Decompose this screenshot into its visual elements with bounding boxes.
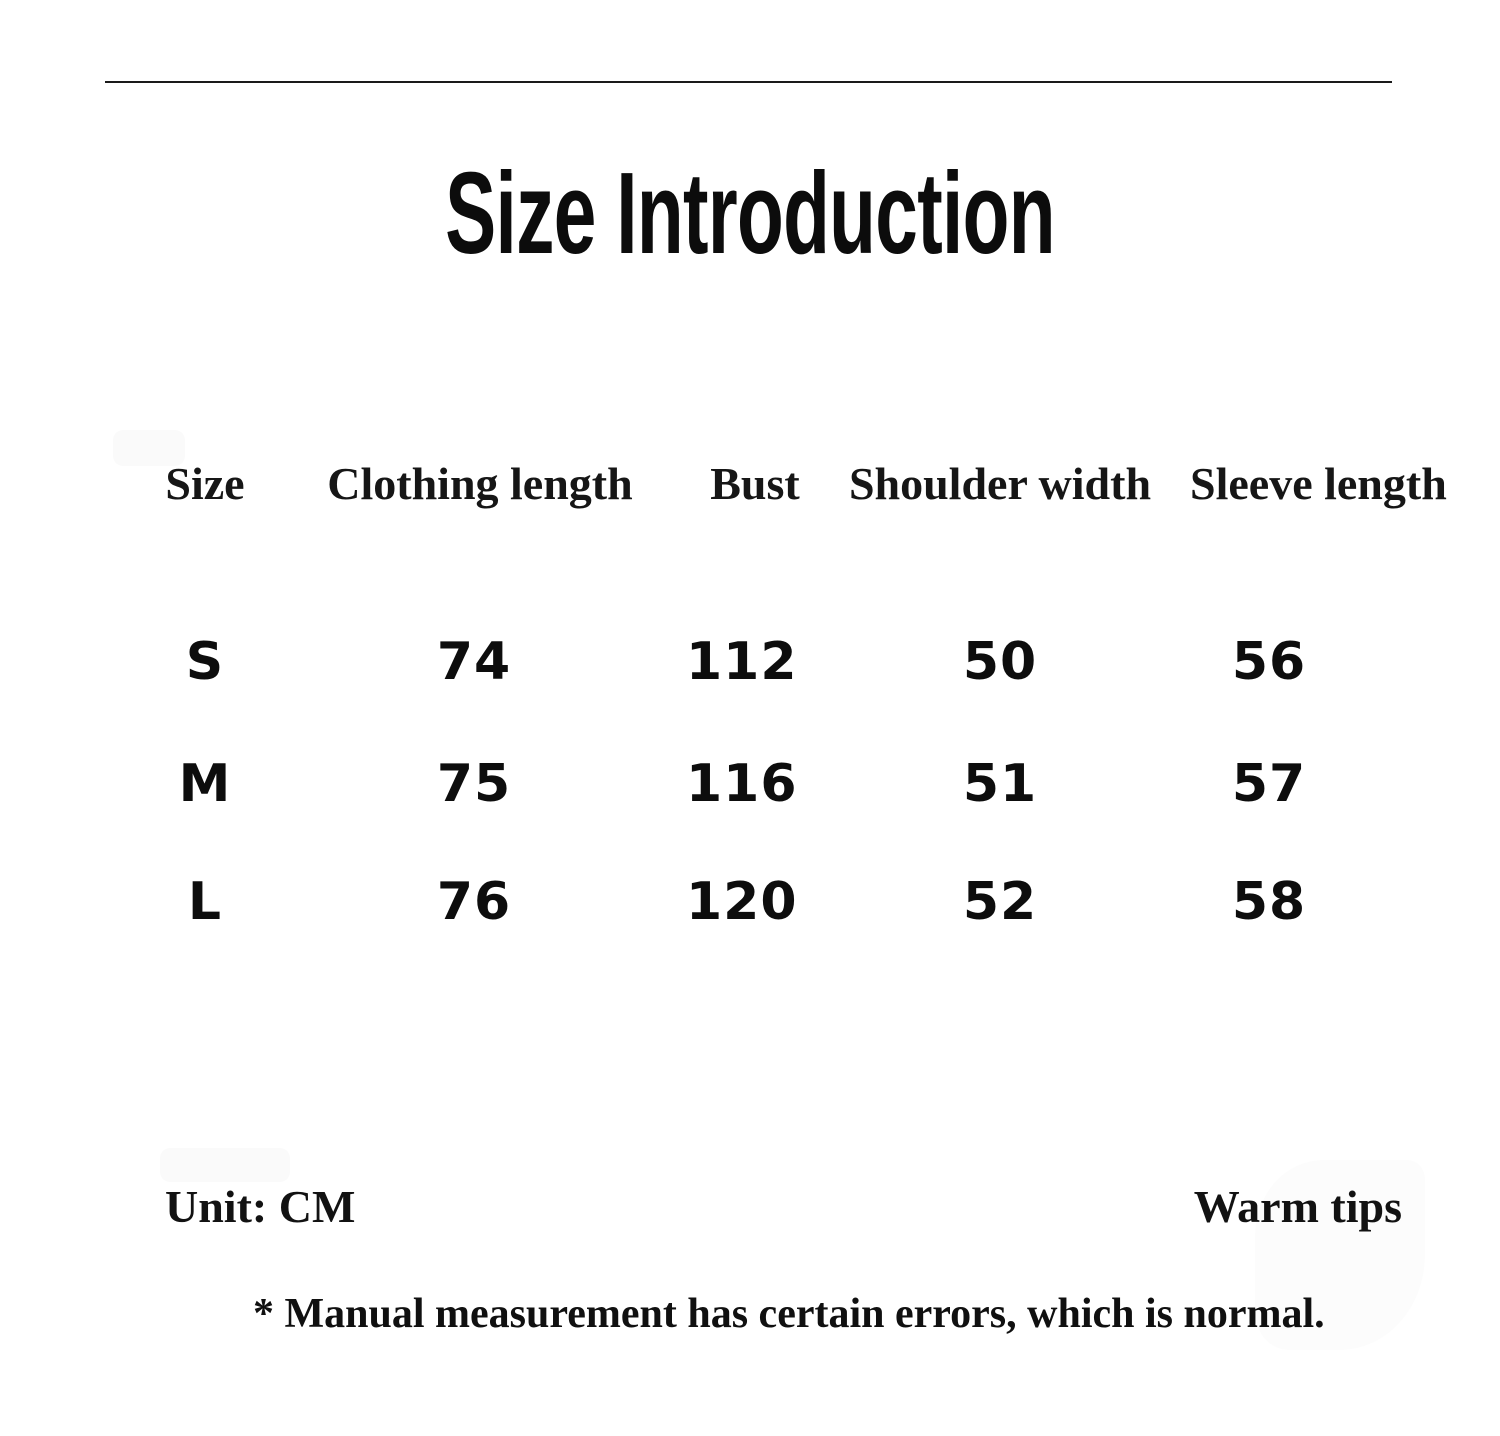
warm-tips-label: Warm tips bbox=[1193, 1181, 1402, 1232]
page-title: Size Introduction bbox=[445, 148, 1055, 278]
size-table bbox=[150, 458, 1447, 932]
column-header-sleeve-length: Sleeve length bbox=[1190, 458, 1447, 509]
top-divider-line bbox=[105, 81, 1392, 83]
row-s-bust: 112 bbox=[686, 632, 798, 692]
column-header-clothing-length: Clothing length bbox=[327, 458, 633, 509]
row-l-clothing-length: 76 bbox=[436, 872, 512, 932]
row-m-sleeve-length: 57 bbox=[1231, 754, 1307, 814]
row-m-shoulder-width: 51 bbox=[962, 754, 1038, 814]
row-s-sleeve-length: 56 bbox=[1231, 632, 1307, 692]
column-header-shoulder-width: Shoulder width bbox=[848, 458, 1152, 509]
column-header-size: Size bbox=[165, 458, 245, 509]
row-m-bust: 116 bbox=[686, 754, 798, 814]
row-s-size-label: S bbox=[185, 632, 225, 692]
row-s-shoulder-width: 50 bbox=[962, 632, 1038, 692]
row-m-size-label: M bbox=[178, 754, 232, 814]
column-header-bust: Bust bbox=[710, 458, 800, 509]
row-m-clothing-length: 75 bbox=[436, 754, 512, 814]
unit-label: Unit: CM bbox=[165, 1181, 356, 1232]
row-l-sleeve-length: 58 bbox=[1231, 872, 1307, 932]
background-artifact bbox=[160, 1148, 290, 1182]
row-l-size-label: L bbox=[187, 872, 223, 932]
row-l-bust: 120 bbox=[686, 872, 798, 932]
row-s-clothing-length: 74 bbox=[436, 632, 512, 692]
row-l-shoulder-width: 52 bbox=[962, 872, 1038, 932]
measurement-note: * Manual measurement has certain errors, which is normal. bbox=[253, 1291, 1325, 1337]
